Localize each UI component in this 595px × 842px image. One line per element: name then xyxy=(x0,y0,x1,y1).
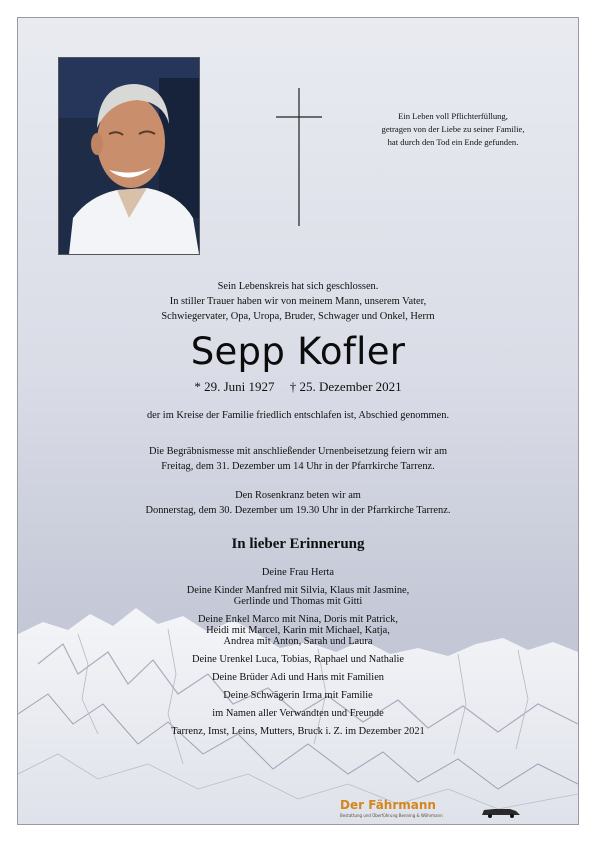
quote-line: Ein Leben voll Pflichterfüllung, xyxy=(398,111,508,121)
intro-text xyxy=(18,279,578,324)
family-line: Deine Enkel Marco mit Nina, Doris mit Patrick, xyxy=(198,614,398,625)
funeral-info xyxy=(18,444,578,474)
family-grandchildren xyxy=(18,614,578,647)
memory-heading: In lieber Erinnerung xyxy=(231,536,365,552)
intro-line: Sein Lebenskreis hat sich geschlossen. xyxy=(217,281,379,292)
portrait-photo xyxy=(58,57,200,255)
place-date: Tarrenz, Imst, Leins, Mutters, Bruck i. Z. im Dezember 2021 xyxy=(171,726,425,737)
family-great-grandchildren: Deine Urenkel Luca, Tobias, Raphael und Nathalie xyxy=(191,654,404,665)
family-brothers: Deine Brüder Adi und Hans mit Familien xyxy=(212,672,384,683)
family-line: Heidi mit Marcel, Karin mit Michael, Katja, xyxy=(206,625,390,636)
family-list xyxy=(18,567,578,744)
cross-icon xyxy=(276,88,322,226)
family-relatives: im Namen aller Verwandten und Freunde xyxy=(212,708,384,719)
birth-date: * 29. Juni 1927 xyxy=(194,379,275,394)
rosary-line: Den Rosenkranz beten wir am xyxy=(235,490,361,501)
funeral-home-subtitle: Bestattung und Überführung Benning & Wöhrmann xyxy=(340,813,443,818)
quote-line: getragen von der Liebe zu seiner Familie, xyxy=(381,124,525,134)
quote-line: hat durch den Tod ein Ende gefunden. xyxy=(387,137,519,147)
funeral-line: Die Begräbnismesse mit anschließender Urnenbeisetzung feiern wir am xyxy=(148,446,448,457)
family-sister-in-law: Deine Schwägerin Irma mit Familie xyxy=(223,690,373,701)
deceased-name: Sepp Kofler xyxy=(190,330,406,373)
death-date: † 25. Dezember 2021 xyxy=(289,379,402,394)
intro-line: Schwiegervater, Opa, Uropa, Bruder, Schwager und Onkel, Herrn xyxy=(161,311,435,322)
family-line: Gerlinde und Thomas mit Gitti xyxy=(233,596,363,607)
announcement-text: der im Kreise der Familie friedlich entschlafen ist, Abschied genommen. xyxy=(146,410,450,421)
family-line: Deine Kinder Manfred mit Silvia, Klaus mit Jasmine, xyxy=(186,585,410,596)
hearse-icon xyxy=(480,806,522,818)
funeral-home-logo: Der Fährmann xyxy=(340,798,436,812)
life-dates xyxy=(18,379,578,395)
family-line: Andrea mit Anton, Sarah und Laura xyxy=(223,636,373,647)
funeral-line: Freitag, dem 31. Dezember um 14 Uhr in der Pfarrkirche Tarrenz. xyxy=(161,461,435,472)
rosary-info xyxy=(18,488,578,518)
obituary-card xyxy=(17,17,579,825)
quote-text xyxy=(353,110,553,149)
intro-line: In stiller Trauer haben wir von meinem Mann, unserem Vater, xyxy=(169,296,427,307)
family-wife: Deine Frau Herta xyxy=(261,567,335,578)
family-children xyxy=(18,585,578,607)
rosary-line: Donnerstag, dem 30. Dezember um 19.30 Uhr in der Pfarrkirche Tarrenz. xyxy=(145,505,451,516)
